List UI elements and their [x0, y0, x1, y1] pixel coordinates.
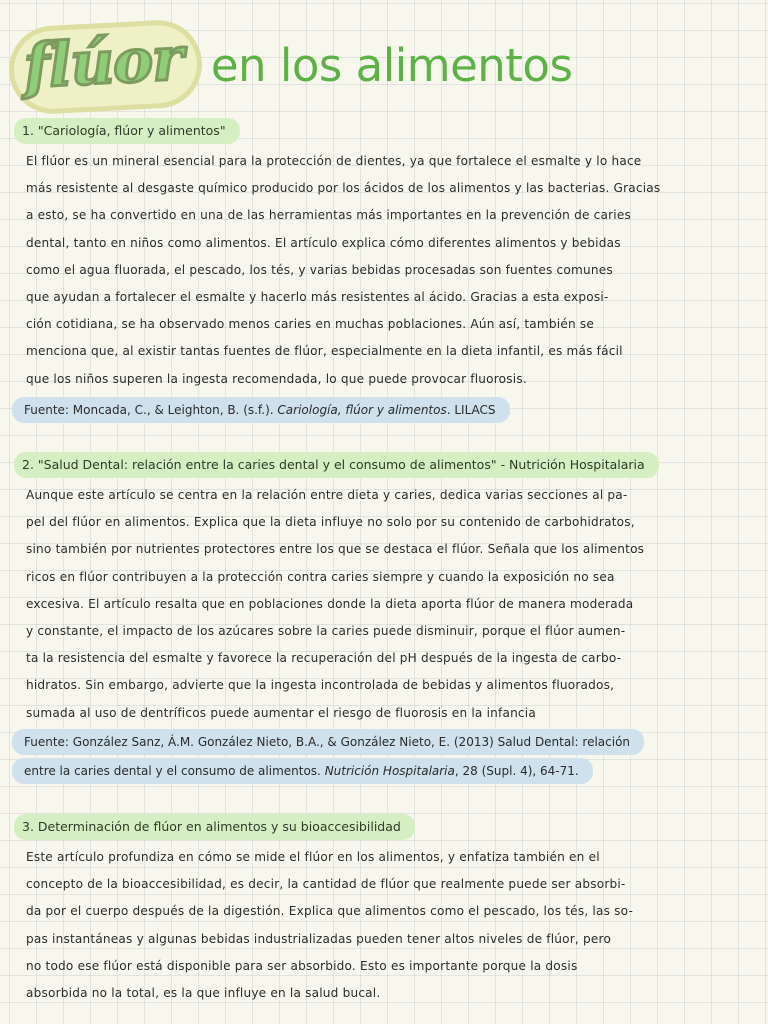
- section-3: [22, 814, 758, 1007]
- body-line: Aunque este artículo se centra en la relación entre dieta y caries, dedica varias secciones al pa-: [26, 488, 628, 502]
- body-line: sino también por nutrientes protectores entre los que se destaca el flúor. Señala que los alimentos: [26, 542, 645, 557]
- body-line: ción cotidiana, se ha observado menos caries en muchas poblaciones. Aún así, también se: [26, 317, 595, 332]
- body-line: sumada al uso de dentríficos puede aumentar el riesgo de fluorosis en la infancia: [26, 705, 536, 720]
- section-heading: 3. Determinación de flúor en alimentos y su bioaccesibilidad: [26, 814, 758, 840]
- source-title: Cariología, flúor y alimentos: [277, 402, 447, 417]
- section-heading: 2. "Salud Dental: relación entre la caries dental y el consumo de alimentos" - Nutrición Hospitalaria: [26, 452, 758, 478]
- section-body: [26, 844, 758, 1007]
- body-line: ta la resistencia del esmalte y favorece la recuperación del pH después de la ingesta de carbo-: [26, 651, 622, 666]
- source-citation-cont: entre la caries dental y el consumo de alimentos. Nutrición Hospitalaria, 28 (Supl. 4), 64-71.: [26, 758, 758, 784]
- body-line: y constante, el impacto de los azúcares sobre la caries puede disminuir, porque el flúor aumen-: [26, 623, 626, 638]
- body-line: Este artículo profundiza en cómo se mide el flúor en los alimentos, y enfatiza también en el: [26, 850, 600, 864]
- body-line: dental, tanto en niños como alimentos. El artículo explica cómo diferentes alimentos y bebidas: [26, 235, 621, 250]
- source-citation: Fuente: González Sanz, Á.M. González Nieto, B.A., & González Nieto, E. (2013) Salud Dental: relación: [26, 729, 758, 755]
- body-line: no todo ese flúor está disponible para ser absorbido. Esto es importante porque la dosis: [26, 958, 578, 973]
- body-line: concepto de la bioaccesibilidad, es decir, la cantidad de flúor que realmente puede ser absorbi-: [26, 877, 626, 892]
- section-body: [26, 482, 758, 727]
- title-rest: en los alimentos: [210, 38, 573, 92]
- body-line: más resistente al desgaste químico producido por los ácidos de los alimentos y las bacterias. Gracias: [26, 181, 661, 196]
- body-line: El flúor es un mineral esencial para la protección de dientes, ya que fortalece el esmalte y lo hace: [26, 154, 642, 168]
- body-line: pel del flúor en alimentos. Explica que la dieta influye no solo por su contenido de carbohidratos,: [26, 515, 635, 530]
- section-heading: 1. "Cariología, flúor y alimentos": [26, 118, 758, 144]
- source-journal: Nutrición Hospitalaria: [324, 763, 455, 778]
- body-line: a esto, se ha convertido en una de las herramientas más importantes en la prevención de caries: [26, 208, 631, 223]
- title-highlight-word: flúor: [12, 23, 199, 110]
- body-line: como el agua fluorada, el pescado, los tés, y varias bebidas procesadas son fuentes comunes: [26, 262, 613, 277]
- body-line: que los niños superen la ingesta recomendada, lo que puede provocar fluorosis.: [26, 371, 527, 386]
- section-body: [26, 148, 758, 393]
- body-line: absorbida no la total, es la que influye en la salud bucal.: [26, 985, 381, 1000]
- body-line: que ayudan a fortalecer el esmalte y hacerlo más resistentes al ácido. Gracias a esta exposi-: [26, 289, 609, 304]
- source-citation: Fuente: Moncada, C., & Leighton, B. (s.f.). Cariología, flúor y alimentos. LILACS: [26, 397, 758, 423]
- body-line: menciona que, al existir tantas fuentes de flúor, especialmente en la dieta infantil, es más fácil: [26, 344, 623, 359]
- body-line: pas instantáneas y algunas bebidas industrializadas pueden tener altos niveles de flúor, pero: [26, 931, 612, 946]
- section-2: [22, 452, 758, 784]
- body-line: hidratos. Sin embargo, advierte que la ingesta incontrolada de bebidas y alimentos fluorados,: [26, 678, 615, 693]
- page-title: [14, 20, 572, 110]
- body-line: ricos en flúor contribuyen a la protección contra caries siempre y cuando la exposición no sea: [26, 569, 615, 584]
- body-line: da por el cuerpo después de la digestión. Explica que alimentos como el pescado, los tés, las so-: [26, 904, 634, 919]
- section-1: [22, 118, 758, 423]
- body-line: excesiva. El artículo resalta que en poblaciones donde la dieta aporta flúor de manera moderada: [26, 596, 634, 611]
